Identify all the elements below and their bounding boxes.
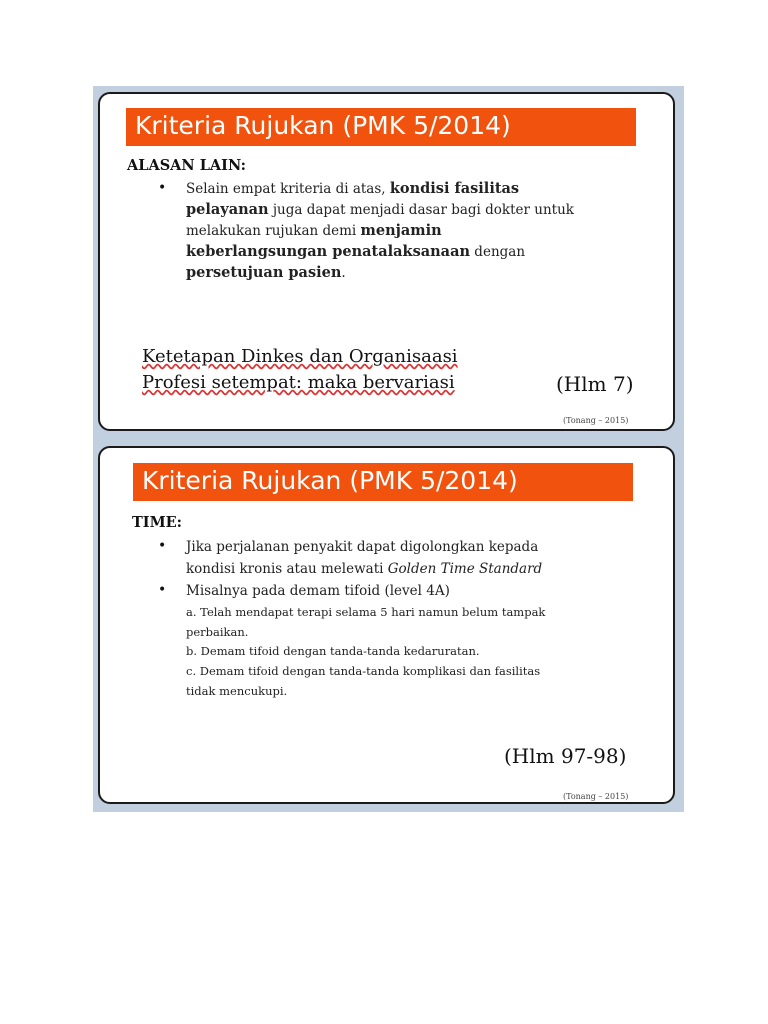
- bold-run: keberlangsungan penatalaksanaan: [186, 243, 471, 260]
- bullet-marker: •: [158, 538, 167, 554]
- text-run: Selain empat kriteria di atas,: [186, 181, 390, 197]
- credit: (Tonang – 2015): [563, 792, 629, 801]
- sub-item: perbaikan.: [186, 625, 249, 639]
- bold-run: persetujuan pasien: [186, 264, 342, 281]
- slide-title: Kriteria Rujukan (PMK 5/2014): [126, 108, 636, 146]
- bullet-line: Jika perjalanan penyakit dapat digolongkan kepada: [186, 539, 539, 555]
- page-reference: (Hlm 7): [556, 372, 634, 396]
- bullet-marker: •: [158, 180, 167, 196]
- bullet-line: Misalnya pada demam tifoid (level 4A): [186, 583, 450, 599]
- text-run: kondisi kronis atau melewati: [186, 561, 388, 577]
- slide-title: Kriteria Rujukan (PMK 5/2014): [133, 463, 633, 501]
- slide-2: [98, 446, 675, 804]
- note-line-1: Ketetapan Dinkes dan Organisaasi: [142, 346, 458, 367]
- bullet-line: [186, 201, 574, 218]
- bullet-line: [186, 243, 525, 260]
- sub-item: a. Telah mendapat terapi selama 5 hari namun belum tampak: [186, 605, 546, 619]
- sub-item: tidak mencukupi.: [186, 684, 288, 698]
- italic-run: Golden Time Standard: [387, 561, 543, 577]
- sub-item: c. Demam tifoid dengan tanda-tanda komplikasi dan fasilitas: [186, 664, 541, 678]
- bold-run: pelayanan: [186, 201, 269, 218]
- bold-run: menjamin: [360, 222, 442, 239]
- credit: (Tonang – 2015): [563, 416, 629, 425]
- bullet-marker: •: [158, 582, 167, 598]
- section-heading: ALASAN LAIN:: [127, 157, 247, 174]
- sub-item: b. Demam tifoid dengan tanda-tanda kedaruratan.: [186, 644, 480, 658]
- bullet-line: [186, 264, 346, 281]
- section-heading: TIME:: [132, 514, 183, 531]
- slide-1: [98, 92, 675, 431]
- text-run: juga dapat menjadi dasar bagi dokter untuk: [268, 202, 574, 218]
- text-run: .: [341, 265, 346, 281]
- bullet-line: [186, 561, 542, 577]
- note-line-2: Profesi setempat: maka bervariasi: [142, 372, 455, 393]
- bullet-line: [186, 222, 442, 239]
- bold-run: kondisi fasilitas: [389, 180, 520, 197]
- text-run: melakukan rujukan demi: [186, 223, 361, 239]
- page-reference: (Hlm 97-98): [504, 744, 627, 768]
- bullet-line: [186, 180, 519, 197]
- text-run: dengan: [470, 244, 526, 260]
